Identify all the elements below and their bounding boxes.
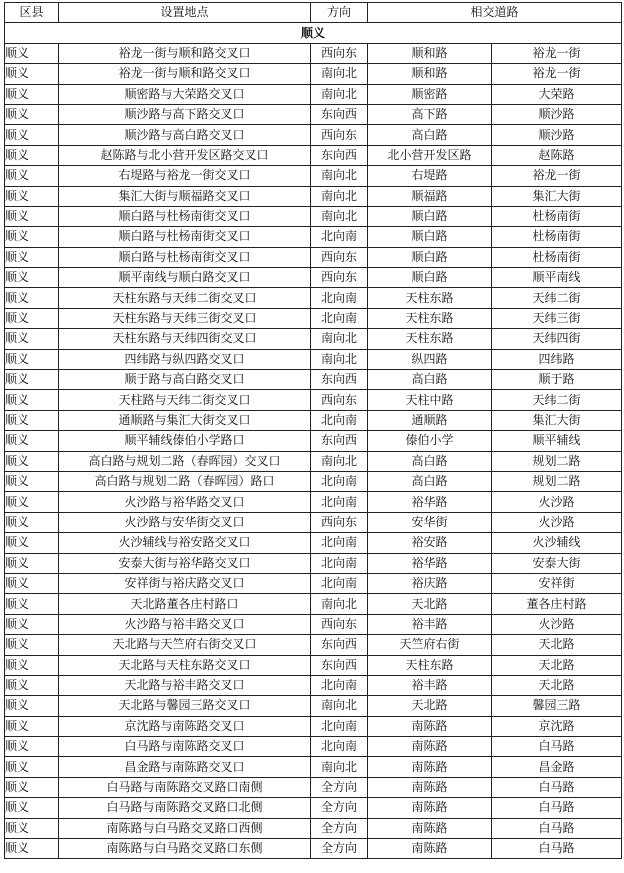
direction-cell: 东向西 (311, 431, 368, 451)
road-b-cell: 顺平南线 (492, 268, 622, 288)
road-a-cell: 裕丰路 (368, 614, 492, 634)
road-a-cell: 顺白路 (368, 227, 492, 247)
header-intersecting-roads: 相交道路 (368, 3, 622, 23)
road-a-cell: 裕丰路 (368, 675, 492, 695)
table-row (5, 64, 622, 84)
table-row (5, 104, 622, 124)
direction-cell: 南向北 (311, 166, 368, 186)
table-row (5, 227, 622, 247)
location-cell: 天北路与天竺府右街交叉口 (59, 635, 311, 655)
direction-cell: 南向北 (311, 349, 368, 369)
road-a-cell: 南陈路 (368, 839, 492, 859)
table-row (5, 716, 622, 736)
district-cell: 顺义 (5, 349, 59, 369)
district-cell: 顺义 (5, 757, 59, 777)
district-cell: 顺义 (5, 431, 59, 451)
road-b-cell: 裕龙一街 (492, 64, 622, 84)
road-b-cell: 白马路 (492, 818, 622, 838)
road-b-cell: 白马路 (492, 737, 622, 757)
road-b-cell: 火沙路 (492, 492, 622, 512)
location-cell: 顺白路与杜杨南街交叉口 (59, 247, 311, 267)
road-a-cell: 天柱中路 (368, 390, 492, 410)
road-b-cell: 白马路 (492, 839, 622, 859)
road-a-cell: 天柱东路 (368, 329, 492, 349)
road-b-cell: 安泰大街 (492, 553, 622, 573)
road-b-cell: 天纬二街 (492, 288, 622, 308)
road-a-cell: 南陈路 (368, 798, 492, 818)
road-b-cell: 天北路 (492, 675, 622, 695)
direction-cell: 北向南 (311, 573, 368, 593)
direction-cell: 南向北 (311, 64, 368, 84)
location-cell: 火沙路与裕丰路交叉口 (59, 614, 311, 634)
location-cell: 安泰大街与裕华路交叉口 (59, 553, 311, 573)
table-row (5, 839, 622, 859)
district-cell: 顺义 (5, 247, 59, 267)
direction-cell: 北向南 (311, 492, 368, 512)
district-cell: 顺义 (5, 533, 59, 553)
location-cell: 天北路与馨园三路交叉口 (59, 696, 311, 716)
direction-cell: 南向北 (311, 757, 368, 777)
direction-cell: 北向南 (311, 308, 368, 328)
table-row (5, 166, 622, 186)
table-row (5, 288, 622, 308)
district-cell: 顺义 (5, 696, 59, 716)
table-row (5, 43, 622, 63)
road-a-cell: 天柱东路 (368, 308, 492, 328)
location-cell: 火沙路与安华街交叉口 (59, 512, 311, 532)
direction-cell: 南向北 (311, 451, 368, 471)
district-cell: 顺义 (5, 737, 59, 757)
direction-cell: 南向北 (311, 84, 368, 104)
direction-cell: 东向西 (311, 655, 368, 675)
district-cell: 顺义 (5, 104, 59, 124)
road-b-cell: 天北路 (492, 635, 622, 655)
district-cell: 顺义 (5, 370, 59, 390)
location-cell: 天柱东路与天纬三街交叉口 (59, 308, 311, 328)
table-row (5, 533, 622, 553)
table-row (5, 777, 622, 797)
direction-cell: 北向南 (311, 471, 368, 491)
road-b-cell: 馨园三路 (492, 696, 622, 716)
table-row (5, 757, 622, 777)
location-cell: 裕龙一街与顺和路交叉口 (59, 43, 311, 63)
district-cell: 顺义 (5, 675, 59, 695)
district-cell: 顺义 (5, 839, 59, 859)
district-cell: 顺义 (5, 573, 59, 593)
road-b-cell: 杜杨南街 (492, 206, 622, 226)
district-cell: 顺义 (5, 125, 59, 145)
direction-cell: 东向西 (311, 145, 368, 165)
location-cell: 天北路与天柱东路交叉口 (59, 655, 311, 675)
road-a-cell: 顺白路 (368, 268, 492, 288)
table-row (5, 512, 622, 532)
location-cell: 四纬路与纵四路交叉口 (59, 349, 311, 369)
direction-cell: 南向北 (311, 594, 368, 614)
direction-cell: 西向东 (311, 125, 368, 145)
table-row (5, 492, 622, 512)
road-a-cell: 顺福路 (368, 186, 492, 206)
header-location: 设置地点 (59, 3, 311, 23)
direction-cell: 全方向 (311, 839, 368, 859)
direction-cell: 东向西 (311, 635, 368, 655)
road-a-cell: 安华街 (368, 512, 492, 532)
district-cell: 顺义 (5, 206, 59, 226)
table-row (5, 206, 622, 226)
district-cell: 顺义 (5, 777, 59, 797)
table-row (5, 655, 622, 675)
direction-cell: 全方向 (311, 777, 368, 797)
district-cell: 顺义 (5, 166, 59, 186)
table-row (5, 635, 622, 655)
road-b-cell: 天纬三街 (492, 308, 622, 328)
road-a-cell: 右堤路 (368, 166, 492, 186)
road-a-cell: 北小营开发区路 (368, 145, 492, 165)
location-cell: 顺白路与杜杨南街交叉口 (59, 206, 311, 226)
road-a-cell: 天柱东路 (368, 288, 492, 308)
road-b-cell: 集汇大街 (492, 186, 622, 206)
road-a-cell: 顺和路 (368, 43, 492, 63)
road-a-cell: 裕华路 (368, 553, 492, 573)
location-cell: 天北路与裕丰路交叉口 (59, 675, 311, 695)
district-cell: 顺义 (5, 145, 59, 165)
direction-cell: 全方向 (311, 798, 368, 818)
road-a-cell: 天北路 (368, 594, 492, 614)
road-a-cell: 高下路 (368, 104, 492, 124)
location-cell: 白马路与南陈路交叉口 (59, 737, 311, 757)
table-row (5, 798, 622, 818)
road-b-cell: 顺于路 (492, 370, 622, 390)
location-cell: 白马路与南陈路交叉路口北侧 (59, 798, 311, 818)
direction-cell: 全方向 (311, 818, 368, 838)
road-b-cell: 规划二路 (492, 451, 622, 471)
location-cell: 天柱东路与天纬二街交叉口 (59, 288, 311, 308)
direction-cell: 北向南 (311, 737, 368, 757)
location-cell: 安祥街与裕庆路交叉口 (59, 573, 311, 593)
table-row (5, 329, 622, 349)
district-cell: 顺义 (5, 84, 59, 104)
section-row (5, 23, 622, 43)
direction-cell: 西向东 (311, 268, 368, 288)
table-row (5, 125, 622, 145)
district-cell: 顺义 (5, 43, 59, 63)
table-row (5, 390, 622, 410)
location-cell: 顺平辅线傣伯小学路口 (59, 431, 311, 451)
district-cell: 顺义 (5, 614, 59, 634)
road-b-cell: 裕龙一街 (492, 166, 622, 186)
table-row (5, 370, 622, 390)
direction-cell: 西向东 (311, 390, 368, 410)
road-b-cell: 天纬二街 (492, 390, 622, 410)
district-cell: 顺义 (5, 288, 59, 308)
road-b-cell: 火沙路 (492, 614, 622, 634)
section-title: 顺义 (5, 23, 622, 43)
road-b-cell: 顺沙路 (492, 125, 622, 145)
direction-cell: 西向东 (311, 247, 368, 267)
road-a-cell: 天北路 (368, 696, 492, 716)
district-cell: 顺义 (5, 471, 59, 491)
direction-cell: 北向南 (311, 410, 368, 430)
road-b-cell: 火沙辅线 (492, 533, 622, 553)
district-cell: 顺义 (5, 594, 59, 614)
direction-cell: 南向北 (311, 186, 368, 206)
road-a-cell: 南陈路 (368, 737, 492, 757)
location-cell: 集汇大街与顺福路交叉口 (59, 186, 311, 206)
road-b-cell: 杜杨南街 (492, 247, 622, 267)
road-b-cell: 赵陈路 (492, 145, 622, 165)
table-row (5, 431, 622, 451)
district-cell: 顺义 (5, 329, 59, 349)
district-cell: 顺义 (5, 451, 59, 471)
district-cell: 顺义 (5, 186, 59, 206)
header-row (5, 3, 622, 23)
table-row (5, 186, 622, 206)
direction-cell: 北向南 (311, 553, 368, 573)
direction-cell: 北向南 (311, 716, 368, 736)
road-a-cell: 高白路 (368, 370, 492, 390)
location-cell: 顺于路与高白路交叉口 (59, 370, 311, 390)
road-b-cell: 四纬路 (492, 349, 622, 369)
road-a-cell: 高白路 (368, 471, 492, 491)
road-a-cell: 顺和路 (368, 64, 492, 84)
direction-cell: 西向东 (311, 43, 368, 63)
location-cell: 赵陈路与北小营开发区路交叉口 (59, 145, 311, 165)
road-b-cell: 白马路 (492, 798, 622, 818)
direction-cell: 东向西 (311, 370, 368, 390)
direction-cell: 北向南 (311, 533, 368, 553)
location-cell: 南陈路与白马路交叉路口东侧 (59, 839, 311, 859)
table-row (5, 451, 622, 471)
table-row (5, 675, 622, 695)
road-a-cell: 南陈路 (368, 818, 492, 838)
checkpoint-table (4, 2, 622, 859)
road-a-cell: 裕安路 (368, 533, 492, 553)
road-a-cell: 通顺路 (368, 410, 492, 430)
table-row (5, 818, 622, 838)
location-cell: 顺平南线与顺白路交叉口 (59, 268, 311, 288)
location-cell: 右堤路与裕龙一街交叉口 (59, 166, 311, 186)
road-a-cell: 裕华路 (368, 492, 492, 512)
table-row (5, 594, 622, 614)
road-b-cell: 董各庄村路 (492, 594, 622, 614)
location-cell: 通顺路与集汇大街交叉口 (59, 410, 311, 430)
location-cell: 裕龙一街与顺和路交叉口 (59, 64, 311, 84)
district-cell: 顺义 (5, 655, 59, 675)
road-b-cell: 天纬四街 (492, 329, 622, 349)
location-cell: 天柱路与天纬二街交叉口 (59, 390, 311, 410)
header-direction: 方向 (311, 3, 368, 23)
location-cell: 顺沙路与高下路交叉口 (59, 104, 311, 124)
district-cell: 顺义 (5, 716, 59, 736)
road-a-cell: 顺白路 (368, 247, 492, 267)
location-cell: 顺沙路与高白路交叉口 (59, 125, 311, 145)
district-cell: 顺义 (5, 818, 59, 838)
table-row (5, 471, 622, 491)
road-b-cell: 顺平辅线 (492, 431, 622, 451)
direction-cell: 北向南 (311, 227, 368, 247)
location-cell: 京沈路与南陈路交叉口 (59, 716, 311, 736)
direction-cell: 西向东 (311, 512, 368, 532)
district-cell: 顺义 (5, 512, 59, 532)
table-row (5, 410, 622, 430)
road-a-cell: 南陈路 (368, 777, 492, 797)
road-a-cell: 高白路 (368, 451, 492, 471)
district-cell: 顺义 (5, 798, 59, 818)
table-row (5, 268, 622, 288)
district-cell: 顺义 (5, 227, 59, 247)
location-cell: 白马路与南陈路交叉路口南侧 (59, 777, 311, 797)
road-b-cell: 顺沙路 (492, 104, 622, 124)
table-row (5, 737, 622, 757)
road-a-cell: 高白路 (368, 125, 492, 145)
road-b-cell: 天北路 (492, 655, 622, 675)
table-row (5, 349, 622, 369)
district-cell: 顺义 (5, 308, 59, 328)
road-b-cell: 集汇大街 (492, 410, 622, 430)
road-a-cell: 纵四路 (368, 349, 492, 369)
location-cell: 天柱东路与天纬四街交叉口 (59, 329, 311, 349)
road-b-cell: 昌金路 (492, 757, 622, 777)
district-cell: 顺义 (5, 64, 59, 84)
location-cell: 火沙路与裕华路交叉口 (59, 492, 311, 512)
district-cell: 顺义 (5, 635, 59, 655)
location-cell: 顺密路与大荣路交叉口 (59, 84, 311, 104)
district-cell: 顺义 (5, 553, 59, 573)
table-row (5, 247, 622, 267)
road-b-cell: 京沈路 (492, 716, 622, 736)
table-row (5, 573, 622, 593)
table-row (5, 553, 622, 573)
direction-cell: 东向西 (311, 104, 368, 124)
road-a-cell: 天柱东路 (368, 655, 492, 675)
road-b-cell: 火沙路 (492, 512, 622, 532)
location-cell: 火沙辅线与裕安路交叉口 (59, 533, 311, 553)
location-cell: 天北路董各庄村路口 (59, 594, 311, 614)
table-row (5, 308, 622, 328)
direction-cell: 西向东 (311, 614, 368, 634)
road-a-cell: 顺密路 (368, 84, 492, 104)
road-b-cell: 杜杨南街 (492, 227, 622, 247)
location-cell: 南陈路与白马路交叉路口西侧 (59, 818, 311, 838)
header-district: 区县 (5, 3, 59, 23)
table-row (5, 145, 622, 165)
road-a-cell: 傣伯小学 (368, 431, 492, 451)
table-row (5, 696, 622, 716)
road-a-cell: 南陈路 (368, 716, 492, 736)
road-b-cell: 大荣路 (492, 84, 622, 104)
location-cell: 顺白路与杜杨南街交叉口 (59, 227, 311, 247)
direction-cell: 北向南 (311, 288, 368, 308)
road-b-cell: 裕龙一街 (492, 43, 622, 63)
road-a-cell: 顺白路 (368, 206, 492, 226)
location-cell: 高白路与规划二路（春晖园）路口 (59, 471, 311, 491)
road-b-cell: 安祥街 (492, 573, 622, 593)
district-cell: 顺义 (5, 492, 59, 512)
road-a-cell: 南陈路 (368, 757, 492, 777)
road-b-cell: 规划二路 (492, 471, 622, 491)
direction-cell: 北向南 (311, 675, 368, 695)
table-row (5, 84, 622, 104)
location-cell: 高白路与规划二路（春晖园）交叉口 (59, 451, 311, 471)
direction-cell: 南向北 (311, 696, 368, 716)
road-a-cell: 天竺府右街 (368, 635, 492, 655)
road-a-cell: 裕庆路 (368, 573, 492, 593)
district-cell: 顺义 (5, 390, 59, 410)
district-cell: 顺义 (5, 410, 59, 430)
location-cell: 昌金路与南陈路交叉口 (59, 757, 311, 777)
table-row (5, 614, 622, 634)
direction-cell: 南向北 (311, 329, 368, 349)
direction-cell: 南向北 (311, 206, 368, 226)
district-cell: 顺义 (5, 268, 59, 288)
road-b-cell: 白马路 (492, 777, 622, 797)
